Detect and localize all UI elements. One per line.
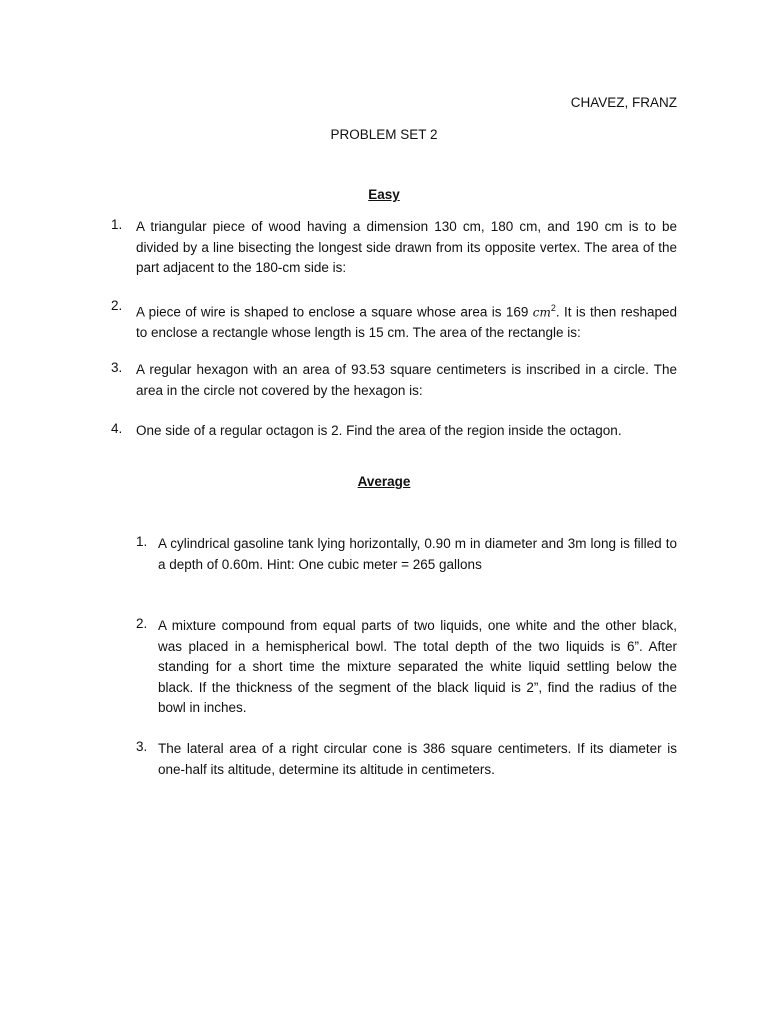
problem-number: 3. <box>111 360 123 375</box>
author-name: CHAVEZ, FRANZ <box>570 95 677 110</box>
unit-label: cm <box>532 305 551 320</box>
problem-number: 1. <box>111 217 123 232</box>
problem-number: 2. <box>111 298 123 313</box>
average-problem-3 <box>136 739 677 780</box>
average-problem-2 <box>136 616 677 719</box>
easy-problem-1 <box>111 217 677 279</box>
problem-text-part: A piece of wire is shaped to enclose a square whose area is 169 <box>136 304 533 320</box>
problem-number: 3. <box>136 739 148 754</box>
average-problem-1 <box>136 534 677 575</box>
problem-text: A mixture compound from equal parts of two liquids, one white and the other black, was placed in a hemispherical bowl. The total depth of the two liquids is 6”. After standing for a short time the mixture separated the white liquid settling below the black. If the thickness of the segment of the black liquid is 2”, find the radius of the bowl in inches. <box>158 618 677 715</box>
problem-text-part: . It is then reshaped to enclose a rectangle whose length is 15 cm. The area of the rectangle is: <box>136 304 677 340</box>
easy-problem-4 <box>111 421 677 442</box>
problem-number: 2. <box>136 616 148 631</box>
problem-text: The lateral area of a right circular cone is 386 square centimeters. If its diameter is one-half its altitude, determine its altitude in centimeters. <box>158 741 677 777</box>
easy-problem-2 <box>111 298 677 344</box>
problem-text: A cylindrical gasoline tank lying horizontally, 0.90 m in diameter and 3m long is filled to a depth of 0.60m. Hint: One cubic meter = 265 gallons <box>158 536 677 572</box>
problem-text: One side of a regular octagon is 2. Find the area of the region inside the octagon. <box>136 423 622 438</box>
unit-exponent: 2 <box>550 303 556 313</box>
section-heading-average: Average <box>357 474 411 489</box>
problem-text: A triangular piece of wood having a dimension 130 cm, 180 cm, and 190 cm is to be divided by a line bisecting the longest side drawn from its opposite vertex. The area of the part adjacent to the 180-cm side is: <box>136 219 677 275</box>
page-title: PROBLEM SET 2 <box>330 127 438 142</box>
section-heading-easy: Easy <box>368 187 400 202</box>
problem-number: 4. <box>111 421 123 436</box>
problem-number: 1. <box>136 534 148 549</box>
problem-text <box>136 298 677 344</box>
problem-text: A regular hexagon with an area of 93.53 square centimeters is inscribed in a circle. The area in the circle not covered by the hexagon is: <box>136 362 677 398</box>
easy-problem-3 <box>111 360 677 401</box>
